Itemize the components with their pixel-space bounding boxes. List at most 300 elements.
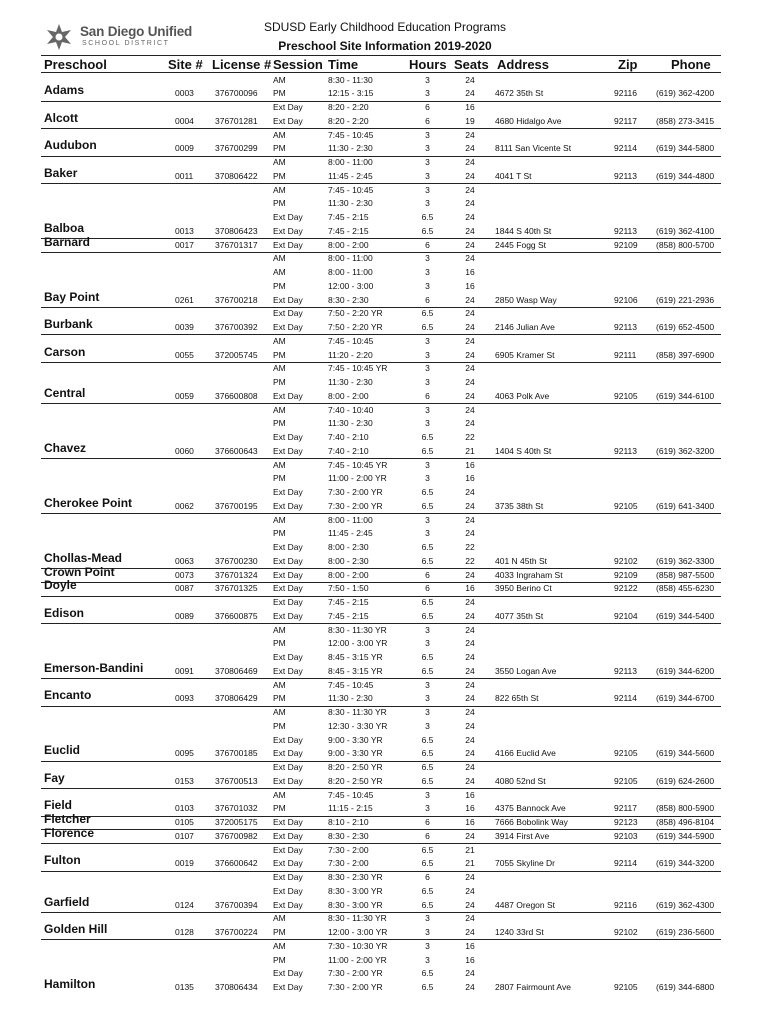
- time-cell: 7:45 - 2:15: [328, 597, 369, 607]
- zip-cell: 92116: [614, 899, 638, 910]
- address-cell: 4041 T St: [495, 170, 532, 181]
- hours-cell: 6.5: [421, 762, 434, 772]
- hours-cell: 6.5: [421, 982, 434, 992]
- seats-cell: 24: [465, 762, 475, 772]
- time-cell: 8:00 - 2:00: [328, 390, 369, 401]
- col-site: Site #: [168, 57, 203, 72]
- license-number-cell: 376700982: [215, 830, 258, 841]
- hours-cell: 6.5: [421, 487, 434, 497]
- site-number-cell: 0093: [175, 693, 194, 704]
- seats-cell: 16: [465, 280, 475, 291]
- phone-cell: (619) 362-3300: [656, 555, 715, 566]
- col-address: Address: [497, 57, 550, 72]
- preschool-name: Doyle: [44, 578, 77, 593]
- session-cell: PM: [273, 349, 286, 360]
- time-cell: 9:00 - 3:30 YR: [328, 748, 383, 759]
- hours-cell: 3: [425, 803, 430, 814]
- seats-cell: 16: [465, 817, 475, 827]
- time-cell: 7:45 - 2:15: [328, 225, 369, 236]
- hours-cell: 6.5: [421, 858, 434, 869]
- session-cell: PM: [273, 720, 286, 731]
- time-cell: 7:45 - 2:15: [328, 212, 369, 222]
- time-cell: 8:00 - 2:00: [328, 239, 369, 250]
- hours-cell: 3: [425, 198, 430, 209]
- time-cell: 7:45 - 10:45 YR: [328, 363, 388, 374]
- site-number-cell: 0105: [175, 817, 194, 827]
- address-cell: 822 65th St: [495, 693, 539, 704]
- row-separator: [41, 678, 721, 679]
- seats-cell: 24: [465, 569, 475, 580]
- col-phone: Phone: [671, 57, 711, 72]
- session-cell: PM: [273, 280, 286, 291]
- phone-cell: (619) 344-5900: [656, 830, 715, 841]
- license-number-cell: 376701325: [215, 583, 258, 594]
- time-cell: 7:45 - 10:45 YR: [328, 459, 388, 470]
- session-cell: Ext Day: [273, 775, 303, 786]
- license-number-cell: 370806429: [215, 693, 258, 704]
- hours-cell: 6.5: [421, 597, 434, 607]
- time-cell: 8:00 - 11:00: [328, 514, 373, 525]
- zip-cell: 92105: [614, 500, 638, 511]
- site-number-cell: 0009: [175, 143, 194, 154]
- time-cell: 7:30 - 2:00 YR: [328, 487, 383, 497]
- session-cell: AM: [273, 267, 286, 277]
- preschool-name: Balboa: [44, 220, 85, 235]
- address-cell: 4063 Polk Ave: [495, 390, 550, 401]
- col-session: Session: [273, 57, 323, 72]
- seats-cell: 24: [465, 184, 475, 195]
- hours-cell: 6.5: [421, 542, 434, 552]
- seats-cell: 24: [465, 652, 475, 662]
- seats-cell: 24: [465, 665, 475, 676]
- session-cell: Ext Day: [273, 390, 303, 401]
- col-preschool: Preschool: [44, 57, 107, 72]
- session-cell: AM: [273, 129, 286, 140]
- hours-cell: 3: [425, 184, 430, 195]
- hours-cell: 6: [425, 872, 430, 882]
- session-cell: Ext Day: [273, 982, 303, 992]
- site-number-cell: 0103: [175, 803, 194, 814]
- zip-cell: 92113: [614, 665, 638, 676]
- session-cell: Ext Day: [273, 102, 303, 112]
- license-number-cell: 376700513: [215, 775, 258, 786]
- time-cell: 11:30 - 2:30: [328, 693, 373, 704]
- hours-cell: 3: [425, 528, 430, 539]
- zip-cell: 92114: [614, 143, 638, 154]
- session-cell: Ext Day: [273, 555, 303, 566]
- row-separator: [41, 334, 721, 335]
- hours-cell: 6.5: [421, 225, 434, 236]
- phone-cell: (619) 236-5600: [656, 927, 715, 937]
- session-cell: Ext Day: [273, 115, 303, 126]
- phone-cell: (858) 987-5500: [656, 569, 715, 580]
- time-cell: 7:40 - 10:40: [328, 404, 374, 415]
- session-cell: Ext Day: [273, 487, 303, 497]
- site-number-cell: 0039: [175, 322, 194, 332]
- seats-cell: 24: [465, 872, 475, 882]
- session-cell: Ext Day: [273, 652, 303, 662]
- seats-cell: 24: [465, 253, 475, 264]
- hours-cell: 3: [425, 267, 430, 277]
- hours-cell: 6: [425, 102, 430, 112]
- address-cell: 4680 Hidalgo Ave: [495, 115, 562, 126]
- license-number-cell: 376700195: [215, 500, 258, 511]
- time-cell: 8:20 - 2:50 YR: [328, 775, 383, 786]
- seats-cell: 24: [465, 157, 475, 167]
- time-cell: 11:45 - 2:45: [328, 170, 373, 181]
- time-cell: 7:45 - 10:45: [328, 129, 374, 140]
- row-separator: [41, 183, 721, 184]
- site-number-cell: 0003: [175, 88, 194, 99]
- session-cell: PM: [273, 693, 286, 704]
- hours-cell: 3: [425, 789, 430, 800]
- zip-cell: 92114: [614, 693, 638, 704]
- preschool-name: Baker: [44, 165, 78, 180]
- site-number-cell: 0261: [175, 294, 194, 305]
- zip-cell: 92102: [614, 555, 638, 566]
- session-cell: Ext Day: [273, 569, 303, 580]
- hours-cell: 6: [425, 569, 430, 580]
- preschool-name: Barnard: [44, 234, 91, 249]
- session-cell: Ext Day: [273, 872, 303, 882]
- table-header: [41, 55, 721, 73]
- preschool-name: Fay: [44, 770, 65, 785]
- hours-cell: 3: [425, 940, 430, 951]
- time-cell: 8:30 - 2:30: [328, 294, 369, 305]
- license-number-cell: 376701281: [215, 115, 258, 126]
- col-zip: Zip: [618, 57, 638, 72]
- time-cell: 7:45 - 2:15: [328, 610, 369, 621]
- session-cell: Ext Day: [273, 432, 303, 442]
- session-cell: AM: [273, 157, 286, 167]
- seats-cell: 24: [465, 349, 475, 360]
- seats-cell: 16: [465, 940, 475, 951]
- site-number-cell: 0089: [175, 610, 194, 621]
- hours-cell: 3: [425, 473, 430, 484]
- seats-cell: 24: [465, 734, 475, 745]
- preschool-name: Cherokee Point: [44, 495, 133, 510]
- phone-cell: (619) 221-2936: [656, 294, 715, 305]
- session-cell: Ext Day: [273, 734, 303, 745]
- time-cell: 7:40 - 2:10: [328, 445, 369, 456]
- seats-cell: 16: [465, 583, 475, 594]
- seats-cell: 24: [465, 390, 475, 401]
- time-cell: 7:30 - 2:00: [328, 844, 369, 855]
- site-number-cell: 0013: [175, 225, 194, 236]
- session-cell: PM: [273, 198, 286, 209]
- session-cell: Ext Day: [273, 225, 303, 236]
- hours-cell: 6.5: [421, 748, 434, 759]
- session-cell: Ext Day: [273, 844, 303, 855]
- site-number-cell: 0017: [175, 239, 194, 250]
- time-cell: 8:30 - 2:30: [328, 830, 369, 841]
- license-number-cell: 370806469: [215, 665, 258, 676]
- address-cell: 1404 S 40th St: [495, 445, 552, 456]
- zip-cell: 92106: [614, 294, 638, 305]
- phone-cell: (619) 344-6100: [656, 390, 715, 401]
- time-cell: 12:00 - 3:00 YR: [328, 638, 388, 649]
- site-number-cell: 0055: [175, 349, 194, 360]
- seats-cell: 16: [465, 789, 475, 800]
- site-number-cell: 0062: [175, 500, 194, 511]
- hours-cell: 6: [425, 390, 430, 401]
- time-cell: 9:00 - 3:30 YR: [328, 734, 383, 745]
- hours-cell: 3: [425, 459, 430, 470]
- preschool-name: Euclid: [44, 743, 81, 758]
- seats-cell: 22: [465, 432, 475, 442]
- phone-cell: (619) 362-3200: [656, 445, 715, 456]
- time-cell: 8:45 - 3:15 YR: [328, 652, 383, 662]
- time-cell: 12:15 - 3:15: [328, 88, 374, 99]
- seats-cell: 16: [465, 459, 475, 470]
- seats-cell: 16: [465, 473, 475, 484]
- session-cell: PM: [273, 638, 286, 649]
- seats-cell: 24: [465, 638, 475, 649]
- zip-cell: 92105: [614, 982, 638, 992]
- session-cell: Ext Day: [273, 239, 303, 250]
- time-cell: 8:30 - 2:30 YR: [328, 872, 383, 882]
- time-cell: 7:50 - 2:20 YR: [328, 322, 383, 332]
- time-cell: 11:20 - 2:20: [328, 349, 373, 360]
- session-cell: PM: [273, 377, 286, 387]
- time-cell: 8:00 - 2:00: [328, 569, 369, 580]
- preschool-name: Chollas-Mead: [44, 550, 123, 565]
- zip-cell: 92103: [614, 830, 638, 841]
- hours-cell: 3: [425, 335, 430, 346]
- address-cell: 3550 Logan Ave: [495, 665, 557, 676]
- row-separator: [41, 156, 721, 157]
- hours-cell: 3: [425, 280, 430, 291]
- preschool-name: Audubon: [44, 138, 97, 153]
- address-cell: 8111 San Vicente St: [495, 143, 572, 154]
- hours-cell: 3: [425, 88, 430, 99]
- session-cell: AM: [273, 74, 286, 85]
- seats-cell: 24: [465, 748, 475, 759]
- phone-cell: (858) 800-5700: [656, 239, 715, 250]
- seats-cell: 24: [465, 225, 475, 236]
- zip-cell: 92113: [614, 322, 638, 332]
- address-cell: 7055 Skyline Dr: [495, 858, 556, 869]
- zip-cell: 92114: [614, 858, 638, 869]
- preschool-name: Chavez: [44, 440, 87, 455]
- zip-cell: 92123: [614, 817, 638, 827]
- zip-cell: 92122: [614, 583, 638, 594]
- zip-cell: 92105: [614, 390, 638, 401]
- address-cell: 4672 35th St: [495, 88, 544, 99]
- time-cell: 7:45 - 10:45: [328, 679, 374, 690]
- hours-cell: 3: [425, 157, 430, 167]
- seats-cell: 24: [465, 143, 475, 154]
- site-number-cell: 0019: [175, 858, 194, 869]
- hours-cell: 3: [425, 143, 430, 154]
- zip-cell: 92109: [614, 239, 638, 250]
- hours-cell: 6.5: [421, 308, 434, 319]
- hours-cell: 6.5: [421, 555, 434, 566]
- time-cell: 8:00 - 11:00: [328, 267, 373, 277]
- hours-cell: 3: [425, 404, 430, 415]
- seats-cell: 24: [465, 239, 475, 250]
- seats-cell: 24: [465, 597, 475, 607]
- preschool-name: Garfield: [44, 894, 90, 909]
- license-number-cell: 370806422: [215, 170, 258, 181]
- time-cell: 11:30 - 2:30: [328, 198, 373, 209]
- address-cell: 3735 38th St: [495, 500, 544, 511]
- time-cell: 7:45 - 10:45: [328, 335, 374, 346]
- row-separator: [41, 128, 721, 129]
- seats-cell: 24: [465, 418, 475, 429]
- hours-cell: 6.5: [421, 610, 434, 621]
- license-number-cell: 376700392: [215, 322, 258, 332]
- hours-cell: 6.5: [421, 968, 434, 979]
- session-cell: AM: [273, 514, 286, 525]
- preschool-name: Fulton: [44, 853, 81, 868]
- document-subtitle: Preschool Site Information 2019-2020: [278, 39, 492, 53]
- seats-cell: 21: [465, 844, 475, 855]
- zip-cell: 92104: [614, 610, 638, 621]
- session-cell: AM: [273, 940, 286, 951]
- site-number-cell: 0004: [175, 115, 194, 126]
- zip-cell: 92105: [614, 775, 638, 786]
- seats-cell: 24: [465, 968, 475, 979]
- seats-cell: 24: [465, 830, 475, 841]
- hours-cell: 3: [425, 707, 430, 717]
- address-cell: 2850 Wasp Way: [495, 294, 557, 305]
- phone-cell: (858) 397-6900: [656, 349, 715, 360]
- license-number-cell: 376700394: [215, 899, 258, 910]
- session-cell: PM: [273, 170, 286, 181]
- license-number-cell: 376600642: [215, 858, 258, 869]
- address-cell: 4166 Euclid Ave: [495, 748, 556, 759]
- hours-cell: 3: [425, 638, 430, 649]
- license-number-cell: 370806423: [215, 225, 258, 236]
- session-cell: Ext Day: [273, 294, 303, 305]
- hours-cell: 3: [425, 170, 430, 181]
- hours-cell: 6: [425, 830, 430, 841]
- site-number-cell: 0011: [175, 170, 194, 181]
- session-cell: AM: [273, 363, 286, 374]
- time-cell: 8:00 - 11:00: [328, 157, 373, 167]
- license-number-cell: 372005745: [215, 349, 258, 360]
- time-cell: 11:30 - 2:30: [328, 377, 373, 387]
- seats-cell: 24: [465, 899, 475, 910]
- license-number-cell: 376700224: [215, 927, 258, 937]
- seats-cell: 24: [465, 335, 475, 346]
- row-separator: [41, 101, 721, 102]
- time-cell: 7:30 - 2:00 YR: [328, 968, 383, 979]
- address-cell: 4077 35th St: [495, 610, 544, 621]
- preschool-name: Encanto: [44, 688, 92, 703]
- time-cell: 11:30 - 2:30: [328, 418, 373, 429]
- session-cell: AM: [273, 404, 286, 415]
- session-cell: Ext Day: [273, 583, 303, 594]
- time-cell: 11:30 - 2:30: [328, 143, 373, 154]
- hours-cell: 6: [425, 239, 430, 250]
- session-cell: PM: [273, 954, 286, 965]
- preschool-name: Emerson-Bandini: [44, 660, 144, 675]
- preschool-name: Field: [44, 798, 73, 813]
- address-cell: 401 N 45th St: [495, 555, 547, 566]
- seats-cell: 24: [465, 170, 475, 181]
- hours-cell: 6.5: [421, 322, 434, 332]
- session-cell: Ext Day: [273, 885, 303, 896]
- preschool-name: Adams: [44, 83, 85, 98]
- hours-cell: 3: [425, 693, 430, 704]
- license-number-cell: 376600808: [215, 390, 258, 401]
- time-cell: 12:30 - 3:30 YR: [328, 720, 388, 731]
- seats-cell: 24: [465, 212, 475, 222]
- phone-cell: (619) 344-4800: [656, 170, 715, 181]
- address-cell: 2146 Julian Ave: [495, 322, 555, 332]
- seats-cell: 24: [465, 363, 475, 374]
- hours-cell: 6.5: [421, 775, 434, 786]
- session-cell: AM: [273, 913, 286, 924]
- site-number-cell: 0063: [175, 555, 194, 566]
- session-cell: Ext Day: [273, 817, 303, 827]
- seats-cell: 24: [465, 74, 475, 85]
- session-cell: PM: [273, 418, 286, 429]
- time-cell: 11:15 - 2:15: [328, 803, 373, 814]
- session-cell: Ext Day: [273, 762, 303, 772]
- time-cell: 7:30 - 2:00 YR: [328, 982, 383, 992]
- time-cell: 8:45 - 3:15 YR: [328, 665, 383, 676]
- session-cell: Ext Day: [273, 748, 303, 759]
- col-hours: Hours: [409, 57, 447, 72]
- phone-cell: (619) 344-3200: [656, 858, 715, 869]
- license-number-cell: 376700185: [215, 748, 258, 759]
- time-cell: 11:00 - 2:00 YR: [328, 954, 387, 965]
- row-separator: [41, 252, 721, 253]
- time-cell: 7:30 - 10:30 YR: [328, 940, 388, 951]
- zip-cell: 92117: [614, 115, 638, 126]
- seats-cell: 22: [465, 555, 475, 566]
- time-cell: 7:50 - 2:20 YR: [328, 308, 383, 319]
- preschool-name: Golden Hill: [44, 922, 108, 936]
- preschool-name: Central: [44, 385, 86, 400]
- hours-cell: 3: [425, 913, 430, 924]
- hours-cell: 3: [425, 514, 430, 525]
- phone-cell: (619) 344-6200: [656, 665, 715, 676]
- time-cell: 8:30 - 3:00 YR: [328, 885, 383, 896]
- site-number-cell: 0124: [175, 899, 194, 910]
- license-number-cell: 376700299: [215, 143, 258, 154]
- address-cell: 4375 Bannock Ave: [495, 803, 566, 814]
- session-cell: Ext Day: [273, 665, 303, 676]
- time-cell: 8:30 - 11:30 YR: [328, 624, 387, 635]
- session-cell: Ext Day: [273, 445, 303, 456]
- site-number-cell: 0087: [175, 583, 194, 594]
- hours-cell: 3: [425, 418, 430, 429]
- zip-cell: 92113: [614, 445, 638, 456]
- session-cell: PM: [273, 927, 286, 937]
- session-cell: Ext Day: [273, 968, 303, 979]
- col-seats: Seats: [454, 57, 489, 72]
- phone-cell: (619) 362-4300: [656, 899, 715, 910]
- site-number-cell: 0153: [175, 775, 194, 786]
- license-number-cell: 376600875: [215, 610, 258, 621]
- row-separator: [41, 513, 721, 514]
- address-cell: 6905 Kramer St: [495, 349, 555, 360]
- session-cell: Ext Day: [273, 308, 303, 319]
- session-cell: AM: [273, 707, 286, 717]
- time-cell: 7:30 - 2:00: [328, 858, 369, 869]
- site-number-cell: 0073: [175, 569, 194, 580]
- hours-cell: 3: [425, 377, 430, 387]
- address-cell: 4487 Oregon St: [495, 899, 556, 910]
- time-cell: 8:00 - 11:00: [328, 253, 373, 264]
- phone-cell: (858) 496-8104: [656, 817, 715, 827]
- license-number-cell: 376701324: [215, 569, 258, 580]
- time-cell: 8:20 - 2:20: [328, 102, 369, 112]
